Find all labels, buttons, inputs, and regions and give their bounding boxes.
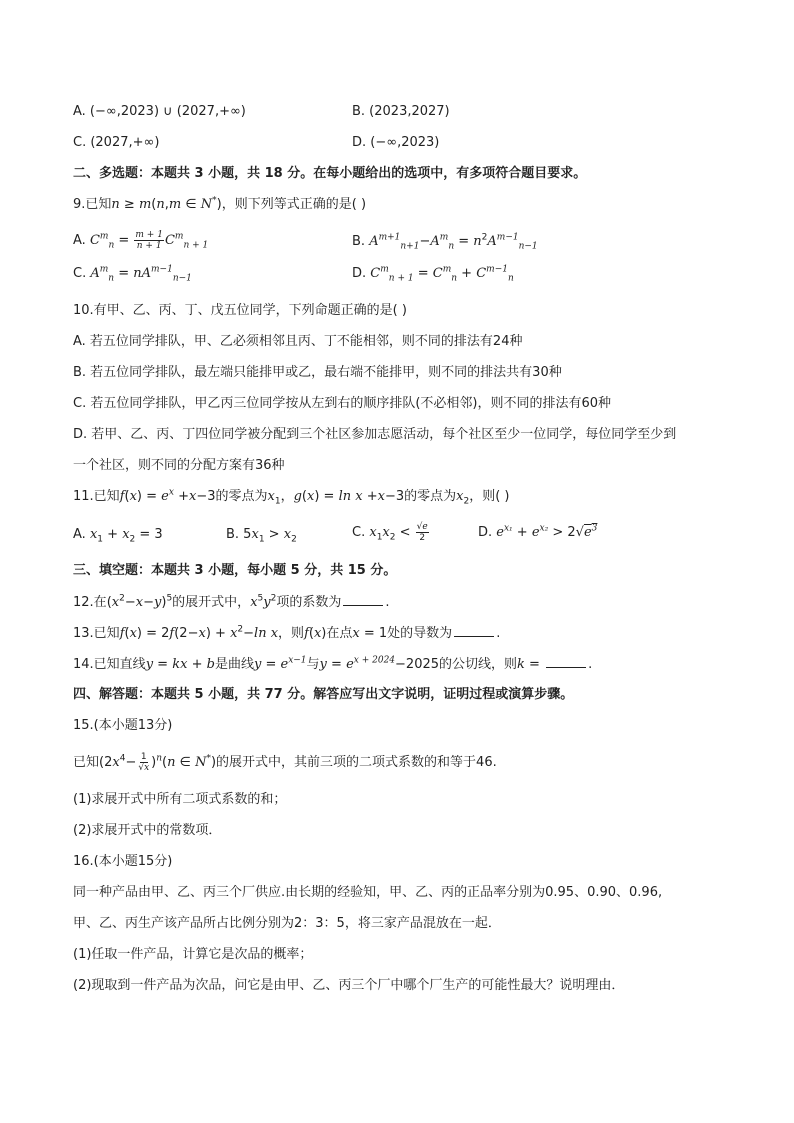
q8-option-a: A. (−∞,2023) ∪ (2027,+∞) [73,104,246,119]
q10-option-d-line1: D. 若甲、乙、丙、丁四位同学被分配到三个社区参加志愿活动，每个社区至少一位同学，每位同学至少到 [73,427,677,442]
q10-option-a: A. 若五位同学排队，甲、乙必须相邻且丙、丁不能相邻，则不同的排法有24种 [73,334,523,349]
answer-blank-12 [343,593,383,606]
question-15-part2: (2)求展开式中的常数项． [73,823,222,838]
answer-blank-13 [454,624,494,637]
question-16-line2: 甲、乙、丙生产该产品所占比例分别为2：3：5，将三家产品混放在一起． [73,916,501,931]
question-16-part2: (2)现取到一件产品为次品，问它是由甲、乙、丙三个厂中哪个厂生产的可能性最大？说明理由． [73,978,625,993]
q8-option-b: B. (2023,2027) [352,104,450,119]
question-16-line1: 同一种产品由甲、乙、丙三个厂供应.由长期的经验知，甲、乙、丙的正品率分别为0.95、0.90、0.96, [73,885,663,900]
question-15-stem: 已知($2x^4-$ $\frac{1}{√x}$ )$^n$(n ∈ N*)的展开式中，其前三项的二项式系数的和等于46. [73,752,497,773]
q11-option-a: A. $x_1 + x_2 = 3$ [73,527,163,545]
q8-option-d: D. (−∞,2023) [352,135,440,150]
q10-option-d-line2: 一个社区，则不同的分配方案有36种 [73,458,285,473]
q9-option-d: D. $C^m_{n + 1} = C^m_n + C^{m-1}_n$ [352,264,514,284]
question-10-stem: 10.有甲、乙、丙、丁、戊五位同学，下列命题正确的是( ) [73,303,407,318]
q11-option-b: B. $5x_1 > x_2$ [226,527,297,545]
section-heading-multiple-choice: 二、多选题：本题共 3 小题，共 18 分。在每小题给出的选项中，有多项符合题目要求。 [73,166,587,181]
question-15-header: 15.(本小题13分) [73,718,173,733]
question-16-part1: (1)任取一件产品，计算它是次品的概率； [73,947,313,962]
question-14: 14.已知直线y = kx + b是曲线$y = e^{x-1}$与$y = e^{x + 2024}-2025$的公切线，则k = . [73,655,593,672]
q8-option-c: C. (2027,+∞) [73,135,160,150]
question-13: 13.已知$f(x) = 2f(2-x) + x^2-\ln$ x，则f(x)在点x = 1处的导数为 . [73,624,501,641]
q10-option-c: C. 若五位同学排队，甲乙丙三位同学按从左到右的顺序排队(不必相邻)，则不同的排法有60种 [73,396,612,411]
question-9-stem: 9.已知n ≥ m(n,m ∈ N*)，则下列等式正确的是( ) [73,195,367,212]
question-11-stem: 11.已知$f(x) = e^x +x-3$的零点为$x_1$，g(x) = ln x +x−3的零点为$x_2$，则( ) [73,487,510,507]
question-15-part1: (1)求展开式中所有二项式系数的和； [73,792,287,807]
question-12: 12.在$(x^2-x-y)^5$的展开式中，$x^5y^2$项的系数为 . [73,593,390,610]
q9-option-c: C. $A^m_n = nA^{m-1}_{n-1}$ [73,264,192,284]
q11-option-c: C. $x_1x_2$ < $\frac{√e}{2}$ [352,522,428,543]
section-heading-solutions: 四、解答题：本题共 5 小题，共 77 分。解答应写出文字说明，证明过程或演算步骤。 [73,687,574,702]
q9-option-b: B. $A^{m+1}_{n+1}-A^m_n = n^2A^{m-1}_{n-1}$ [352,232,538,252]
question-16-header: 16.(本小题15分) [73,854,173,869]
q11-option-d: D. $e^{x_1} + e^{x_2} > 2√e^3$ [478,523,598,540]
q10-option-b: B. 若五位同学排队，最左端只能排甲或乙，最右端不能排甲，则不同的排法共有30种 [73,365,562,380]
section-heading-fill-in: 三、填空题：本题共 3 小题，每小题 5 分，共 15 分。 [73,563,397,578]
answer-blank-14 [546,655,586,668]
q9-option-a: A. $C^m_n$ = $\frac{m + 1}{n + 1}$ $C^m_{n + 1}$ [73,230,209,251]
